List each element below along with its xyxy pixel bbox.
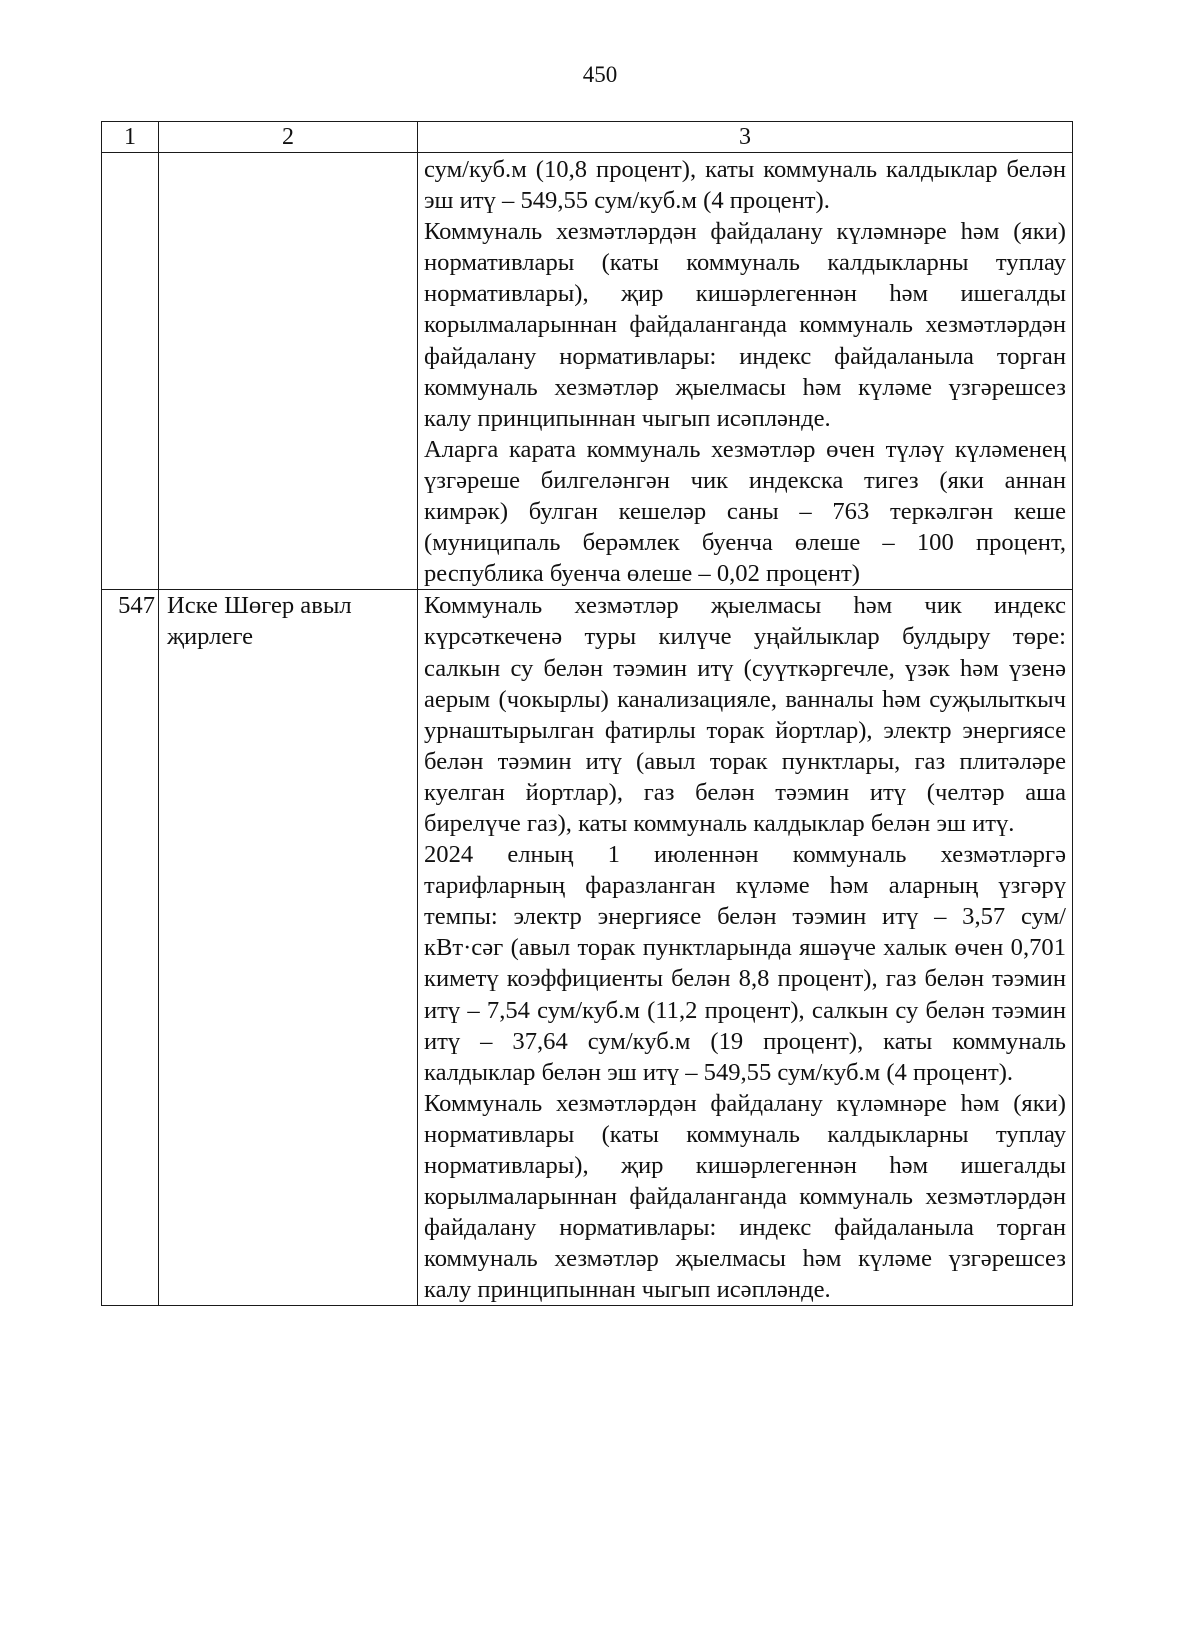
table-row: [102, 153, 1073, 590]
settlement-name-cell: Иске Шөгер авыл җирлеге: [159, 590, 418, 1306]
column-header-description: 3: [418, 122, 1073, 153]
page-number: 450: [582, 62, 618, 87]
row-number-cell: [102, 153, 159, 590]
description-paragraph: Коммуналь хезмәтләрдән файдалану күләмнәре һәм (яки) нормативлары (каты коммуналь калдыкларны туплау нормативлары), җир кишәрлегеннән һәм ишегалды корылмаларыннан файдаланганда коммуналь хезмәтләрдән файдалану нормативлары: индекс файдаланыла торган коммуналь хезмәтләр җыелмасы һәм күләме үзгәрешсез калу принципыннан чыгып исәпләнде.: [424, 1089, 1066, 1304]
description-cell: [418, 590, 1073, 1306]
description-paragraph: Аларга карата коммуналь хезмәтләр өчен түләү күләменең үзгәреше билгеләнгән чик индекска тигез (яки аннан кимрәк) булган кешеләр саны – 763 теркәлгән кеше (муниципаль берәмлек буенча өлеше – 100 процент, республика буенча өлеше – 0,02 процент): [424, 435, 1066, 588]
column-header-name: 2: [159, 122, 418, 153]
column-header-number: 1: [102, 122, 159, 153]
description-paragraph: сум/куб.м (10,8 процент), каты коммуналь калдыклар белән эш итү – 549,55 сум/куб.м (4 процент).: [424, 156, 1066, 215]
table-row: [102, 590, 1073, 1306]
description-paragraph: Коммуналь хезмәтләрдән файдалану күләмнәре һәм (яки) нормативлары (каты коммуналь калдыкларны туплау нормативлары), җир кишәрлегеннән һәм ишегалды корылмаларыннан файдаланганда коммуналь хезмәтләрдән файдалану нормативлары: индекс файдаланыла торган коммуналь хезмәтләр җыелмасы һәм күләме үзгәрешсез калу принципыннан чыгып исәпләнде.: [424, 218, 1066, 432]
description-cell: [418, 153, 1073, 590]
description-paragraph: Коммуналь хезмәтләр җыелмасы һәм чик индекс күрсәткеченә туры килүче уңайлыклар булдыру төре: салкын су белән тәэмин итү (суүткәргечле, үзәк һәм үзенә аерым (чокырлы) канализацияле, ванналы һәм суҗылыткыч урнаштырылган фатирлы торак йортлар), электр энергиясе белән тәэмин итү (авыл торак пунктлары, газ плитәләре куелган йортлар), газ белән тәэмин итү (челтәр аша бирелүче газ), каты коммуналь калдыклар белән эш итү.: [424, 592, 1066, 837]
description-paragraph: 2024 елның 1 июленнән коммуналь хезмәтләргә тарифларның фаразланган күләме һәм аларның үзгәрү темпы: электр энергиясе белән тәэмин итү – 3,57 сум/кВт·сәг (авыл торак пунктларында яшәүче халык өчен 0,701 киметү коэффициенты белән 8,8 процент), газ белән тәэмин итү – 7,54 сум/куб.м (11,2 процент), салкын су белән тәэмин итү – 37,64 сум/куб.м (19 процент), каты коммуналь калдыклар белән эш итү – 549,55 сум/куб.м (4 процент).: [424, 841, 1066, 1086]
settlement-name-cell: [159, 153, 418, 590]
document-table: [101, 121, 1073, 1306]
table-header-row: [102, 122, 1073, 153]
row-number-cell: 547: [102, 590, 159, 1306]
